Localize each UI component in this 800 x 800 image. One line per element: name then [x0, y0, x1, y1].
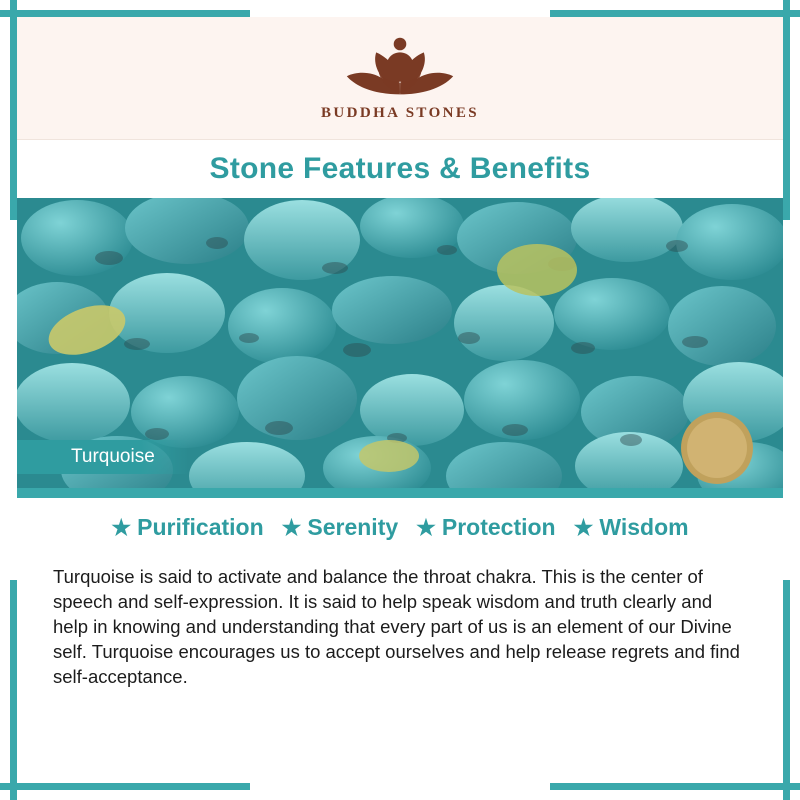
benefits-wrapper: [17, 498, 783, 708]
title-band: [17, 139, 783, 198]
frame-line-bottom-right: [550, 783, 800, 790]
benefit-item: [574, 514, 689, 541]
lotus-meditation-icon: [330, 29, 470, 101]
benefit-item: [416, 514, 555, 541]
frame-line-bottom-left: [0, 783, 250, 790]
brand-header: [17, 17, 783, 139]
poster-card: [17, 17, 783, 783]
bottom-spacer: [17, 708, 783, 783]
benefit-label: Purification: [137, 514, 264, 540]
page-title: Stone Features & Benefits: [209, 152, 591, 185]
brand-name: BUDDHA STONES: [320, 105, 480, 121]
frame-line-left-top: [10, 0, 17, 220]
benefit-label: Serenity: [307, 514, 399, 540]
stone-description: Turquoise is said to activate and balance the throat chakra. This is the center of speech and self-expression. It is said to help speak wisdom and truth clearly and help in knowing and understanding that every part of us is an element of our Divine self. Turquoise encourages us to accept ourselves and help release regrets and find self-acceptance.: [53, 565, 740, 688]
benefit-item: [111, 514, 263, 541]
benefit-label: Wisdom: [599, 514, 689, 540]
content-section: [17, 498, 783, 783]
star-icon: ★: [111, 514, 132, 540]
stone-photo: [17, 198, 783, 488]
benefit-item: [282, 514, 399, 541]
star-icon: ★: [416, 514, 436, 540]
frame-line-left-bottom: [10, 580, 17, 800]
section-divider: [17, 488, 783, 498]
frame-line-right-bottom: [783, 580, 790, 800]
stone-name-label: Turquoise: [71, 446, 155, 467]
stone-name-tag: [17, 440, 189, 474]
star-icon: ★: [281, 514, 302, 540]
benefit-label: Protection: [441, 514, 556, 540]
frame-line-top-right: [550, 10, 800, 17]
benefits-list: [39, 514, 761, 541]
frame-line-top-left: [0, 10, 250, 17]
frame-line-right-top: [783, 0, 790, 220]
star-icon: ★: [573, 514, 594, 540]
